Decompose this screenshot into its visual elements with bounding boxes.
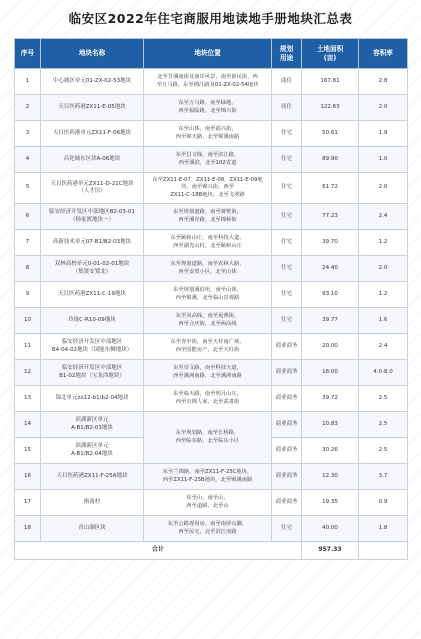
cell-use: 商住 bbox=[272, 95, 302, 121]
cell-name bbox=[41, 121, 144, 147]
table-row bbox=[15, 204, 408, 230]
cell-far: 1.2 bbox=[359, 230, 408, 256]
cell-name-line: A-B1/B2-04地块 bbox=[71, 450, 113, 457]
cell-location-line: 西至民宅，北至滨江南路 bbox=[178, 528, 237, 535]
total-area: 957.33 bbox=[302, 542, 359, 560]
cell-name-line: 临安经济开发区中部地区B2-03-01 bbox=[49, 209, 135, 216]
cell-area: 39.72 bbox=[302, 386, 359, 412]
cell-name-line: （集贤安置北） bbox=[72, 268, 112, 275]
cell-no: 3 bbox=[15, 121, 41, 147]
table-row bbox=[15, 308, 408, 334]
cell-name-line: 指南村 bbox=[83, 498, 101, 505]
cell-location-line: 西至国能房产，北至天柱街 bbox=[175, 346, 240, 353]
cell-no: 8 bbox=[15, 256, 41, 282]
cell-far: 1.0 bbox=[359, 147, 408, 173]
cell-name-line: 天目医药港ZX11-E-05地块 bbox=[58, 103, 126, 110]
cell-location bbox=[144, 173, 272, 204]
cell-name bbox=[41, 282, 144, 308]
cell-location-line: 西至ZX11-F-25B地块，北至锦溪南路 bbox=[162, 476, 253, 483]
cell-location-line: 块，南至锦兴街，西至 bbox=[181, 184, 234, 191]
cell-area: 12.30 bbox=[302, 464, 359, 490]
cell-location-line: 东至规划道路，南至农林大路， bbox=[170, 261, 245, 268]
cell-area: 39.70 bbox=[302, 230, 359, 256]
cell-use: 住宅 bbox=[272, 230, 302, 256]
cell-location-line: 西至锦天路，北至锦溪南路 bbox=[175, 133, 240, 140]
cell-area: 30.26 bbox=[302, 438, 359, 464]
cell-location bbox=[144, 360, 272, 386]
table-row bbox=[15, 147, 408, 173]
cell-location bbox=[144, 516, 272, 542]
cell-location-line: 东至万马路，南至绿地， bbox=[178, 100, 237, 107]
header-use-line: 规划 bbox=[279, 44, 294, 53]
cell-location bbox=[144, 282, 272, 308]
cell-area: 39.77 bbox=[302, 308, 359, 334]
cell-name bbox=[41, 490, 144, 516]
cell-far: 2.5 bbox=[359, 386, 408, 412]
cell-location-line: 西至安置小区，北至山体 bbox=[178, 268, 237, 275]
cell-no: 1 bbox=[15, 69, 41, 95]
cell-use: 商住 bbox=[272, 69, 302, 95]
table-row bbox=[15, 386, 408, 412]
cell-location-line: 西至福临路，北至锦兴街 bbox=[178, 107, 237, 114]
cell-use: 商业商务 bbox=[272, 464, 302, 490]
cell-name-line: 天目医药港ZX11-C-19地块 bbox=[58, 290, 126, 297]
cell-name bbox=[41, 204, 144, 230]
cell-name bbox=[41, 173, 144, 204]
page-title: 临安区2022年住宅商服用地读地手册地块汇总表 bbox=[68, 11, 353, 26]
cell-no: 13 bbox=[15, 386, 41, 412]
cell-location-line: 西至湖光山村，北至颐和山庄 bbox=[173, 242, 242, 249]
cell-area: 122.63 bbox=[302, 95, 359, 121]
cell-location-line: 东至凤高线，南至夏燕街， bbox=[175, 313, 240, 320]
cell-location bbox=[144, 204, 272, 230]
cell-location-line: 西至临东路，北至临东小区 bbox=[175, 437, 240, 444]
cell-name bbox=[41, 308, 144, 334]
cell-name-line: 天目医药港ZX11-F-25A地块 bbox=[56, 472, 128, 479]
cell-area: 18.00 bbox=[302, 360, 359, 386]
table-row bbox=[15, 490, 408, 516]
cell-location bbox=[144, 308, 272, 334]
cell-area: 50.61 bbox=[302, 121, 359, 147]
cell-no: 4 bbox=[15, 147, 41, 173]
cell-far: 3.7 bbox=[359, 464, 408, 490]
cell-location-line: 东至青中街，南至天柱南广场， bbox=[170, 339, 245, 346]
header-use-line: 用途 bbox=[279, 53, 294, 62]
cell-location bbox=[144, 256, 272, 282]
summary-table bbox=[14, 38, 408, 560]
cell-far: 4.0-8.0 bbox=[359, 360, 408, 386]
cell-far: 2.0 bbox=[359, 173, 408, 204]
cell-name bbox=[41, 147, 144, 173]
cell-location-line: 至万马路，东至锦江路及01-ZX-02-54地块 bbox=[156, 81, 259, 88]
cell-area: 24.40 bbox=[302, 256, 359, 282]
table-row bbox=[15, 464, 408, 490]
cell-location-line: 西至锦溪，北至临山景观路 bbox=[175, 294, 240, 301]
cell-location-line: 东至规划路，南至长桥路， bbox=[175, 430, 240, 437]
header-area-line: (亩) bbox=[323, 53, 337, 62]
cell-area: 167.81 bbox=[302, 69, 359, 95]
cell-location-line: 东至规划溪沿所，南至山体， bbox=[173, 287, 242, 294]
cell-no: 6 bbox=[15, 204, 41, 230]
cell-name-line: 中心城区单元01-ZX-02-53地块 bbox=[52, 77, 132, 84]
cell-area: 61.72 bbox=[302, 173, 359, 204]
cell-use: 住宅 bbox=[272, 147, 302, 173]
cell-location-line: 东至颐和山庄，南至科技大道， bbox=[170, 235, 245, 242]
cell-far: 1.8 bbox=[359, 516, 408, 542]
cell-use: 住宅 bbox=[272, 121, 302, 147]
page-content bbox=[14, 0, 407, 560]
table-row bbox=[15, 230, 408, 256]
cell-name-line: 天目医药港单元ZX11-F-06地块 bbox=[52, 129, 132, 136]
cell-name bbox=[41, 360, 144, 386]
cell-area: 20.00 bbox=[302, 334, 359, 360]
cell-location bbox=[144, 121, 272, 147]
cell-no: 15 bbox=[15, 438, 41, 464]
cell-location-line: 西至溪洲南路，北至溪洲南路 bbox=[173, 372, 242, 379]
cell-no: 11 bbox=[15, 334, 41, 360]
cell-location-line: 东至规划道路，南至蒋墅街， bbox=[173, 209, 242, 216]
header-use bbox=[272, 39, 302, 69]
cell-name-line: 高新技术单元07-B1/B2-03地块 bbox=[52, 238, 132, 245]
cell-location bbox=[144, 464, 272, 490]
cell-name-line: 青山湖区块 bbox=[78, 524, 106, 531]
cell-area: 89.90 bbox=[302, 147, 359, 173]
cell-far: 1.6 bbox=[359, 308, 408, 334]
cell-name bbox=[41, 256, 144, 282]
cell-name-line: 双林高校单元0-01-02-01地块 bbox=[54, 261, 130, 268]
table-row bbox=[15, 121, 408, 147]
cell-location-line: 西至衣锦人家，北至武肃街 bbox=[175, 398, 240, 405]
table-row bbox=[15, 360, 408, 386]
cell-location-line: 东至公路现用房，南至南屏山脚， bbox=[167, 521, 248, 528]
cell-area: 93.10 bbox=[302, 282, 359, 308]
cell-location-line: 东至兰锦路，南至ZX11-F-25C地块， bbox=[162, 469, 253, 476]
header-no: 序号 bbox=[15, 39, 41, 69]
cell-far: 2.5 bbox=[359, 438, 408, 464]
cell-name bbox=[41, 464, 144, 490]
cell-name bbox=[41, 69, 144, 95]
cell-use: 住宅 bbox=[272, 516, 302, 542]
cell-name bbox=[41, 95, 144, 121]
cell-location-line: 北至苕溪南街及南岸风景，南至新民街，西 bbox=[157, 74, 258, 81]
table-body bbox=[15, 69, 408, 560]
cell-no: 5 bbox=[15, 173, 41, 204]
header-name: 地块名称 bbox=[41, 39, 144, 69]
cell-use: 住宅 bbox=[272, 173, 302, 204]
cell-no: 17 bbox=[15, 490, 41, 516]
cell-location-line: 东至崇文路，南至科技大道， bbox=[173, 365, 242, 372]
table-row bbox=[15, 516, 408, 542]
cell-far: 2.0 bbox=[359, 95, 408, 121]
cell-location-line: 东至昌文线，南至滨江路， bbox=[175, 152, 240, 159]
header-far: 容积率 bbox=[359, 39, 408, 69]
cell-location bbox=[144, 386, 272, 412]
cell-location bbox=[144, 95, 272, 121]
cell-use: 商业商务 bbox=[272, 490, 302, 516]
cell-use: 商业商务 bbox=[272, 412, 302, 438]
cell-name-line: B1-02地块（宝龙西地块） bbox=[59, 372, 125, 379]
table-row bbox=[15, 334, 408, 360]
cell-no: 12 bbox=[15, 360, 41, 386]
cell-name-line: B4-04-02地块（国能东侧地块） bbox=[51, 346, 133, 353]
cell-location-line: ZX11-C-18B地块，北至飞翠路 bbox=[170, 191, 245, 198]
cell-name bbox=[41, 516, 144, 542]
header-location: 地块位置 bbox=[144, 39, 272, 69]
table-row bbox=[15, 256, 408, 282]
cell-far: 2.0 bbox=[359, 256, 408, 282]
cell-location bbox=[144, 334, 272, 360]
cell-far: 0.9 bbox=[359, 490, 408, 516]
cell-name bbox=[41, 412, 144, 438]
cell-name-line: 锦北单元zx12-b1/b2-04地块 bbox=[55, 394, 129, 401]
cell-far: 2.4 bbox=[359, 334, 408, 360]
table-row bbox=[15, 95, 408, 121]
cell-use: 商业商务 bbox=[272, 334, 302, 360]
cell-location-line: 东至ZX11-E-07、ZX11-E-08、ZX11-E-09地 bbox=[152, 177, 263, 184]
cell-name-line: 滨湖新区单元 bbox=[75, 443, 109, 450]
cell-far: 1.9 bbox=[359, 121, 408, 147]
cell-no: 10 bbox=[15, 308, 41, 334]
cell-location-line: 东至山，南至山， bbox=[186, 495, 229, 502]
cell-area: 40.00 bbox=[302, 516, 359, 542]
cell-no: 7 bbox=[15, 230, 41, 256]
cell-name bbox=[41, 230, 144, 256]
cell-use: 住宅 bbox=[272, 204, 302, 230]
total-label: 合计 bbox=[15, 542, 302, 560]
cell-use: 住宅 bbox=[272, 308, 302, 334]
cell-name-line: 临安经济开发区中部地区 bbox=[61, 339, 123, 346]
cell-name bbox=[41, 438, 144, 464]
cell-use: 商业商务 bbox=[272, 386, 302, 412]
cell-name-line: 天目医药港单元ZX11-D-21C地块 bbox=[50, 180, 134, 187]
total-row bbox=[15, 542, 408, 560]
cell-area: 10.83 bbox=[302, 412, 359, 438]
cell-name-line: 临安经济开发区中部地区 bbox=[61, 365, 123, 372]
table-row bbox=[15, 69, 408, 95]
cell-location bbox=[144, 230, 272, 256]
header-area bbox=[302, 39, 359, 69]
cell-location-line: 东至临天路，南至明月山庄， bbox=[173, 391, 242, 398]
cell-location bbox=[144, 490, 272, 516]
cell-name-line: （杨家渡地块一） bbox=[69, 216, 114, 223]
cell-location bbox=[144, 412, 272, 464]
cell-location-line: 西至道路，北至山 bbox=[186, 502, 229, 509]
cell-name-line: A-B1/B2-03地块 bbox=[71, 424, 113, 431]
cell-location bbox=[144, 147, 272, 173]
table-row bbox=[15, 282, 408, 308]
cell-far: 2.4 bbox=[359, 204, 408, 230]
cell-name-line: 玲珑C-R10-09地块 bbox=[68, 316, 116, 323]
total-far-empty bbox=[359, 542, 408, 560]
cell-location bbox=[144, 69, 272, 95]
cell-no: 14 bbox=[15, 412, 41, 438]
cell-far: 2.8 bbox=[359, 69, 408, 95]
cell-name bbox=[41, 386, 144, 412]
cell-use: 商业商务 bbox=[272, 360, 302, 386]
cell-location-line: 西至溪岸路，北至锦桥街 bbox=[178, 216, 237, 223]
cell-name-line: 昌化城东区块A-06地块 bbox=[63, 155, 121, 162]
cell-area: 77.23 bbox=[302, 204, 359, 230]
cell-no: 18 bbox=[15, 516, 41, 542]
cell-no: 16 bbox=[15, 464, 41, 490]
cell-area: 19.35 bbox=[302, 490, 359, 516]
cell-no: 2 bbox=[15, 95, 41, 121]
cell-far: 2.5 bbox=[359, 412, 408, 438]
cell-far: 1.2 bbox=[359, 282, 408, 308]
cell-location-line: 西至合庆街，北至两高线 bbox=[178, 320, 237, 327]
header-area-line: 土地面积 bbox=[316, 44, 344, 53]
cell-location-line: 西至溪滨，北至102省道 bbox=[178, 159, 237, 166]
table-row bbox=[15, 412, 408, 438]
cell-name-line: （人才房） bbox=[78, 188, 106, 194]
cell-use: 商业商务 bbox=[272, 438, 302, 464]
cell-no: 9 bbox=[15, 282, 41, 308]
cell-use: 住宅 bbox=[272, 256, 302, 282]
cell-use: 住宅 bbox=[272, 282, 302, 308]
cell-name bbox=[41, 334, 144, 360]
cell-location-line: 东至山体，南至福兴街， bbox=[178, 126, 237, 133]
table-row bbox=[15, 173, 408, 204]
cell-name-line: 滨湖新区单元 bbox=[75, 417, 109, 424]
